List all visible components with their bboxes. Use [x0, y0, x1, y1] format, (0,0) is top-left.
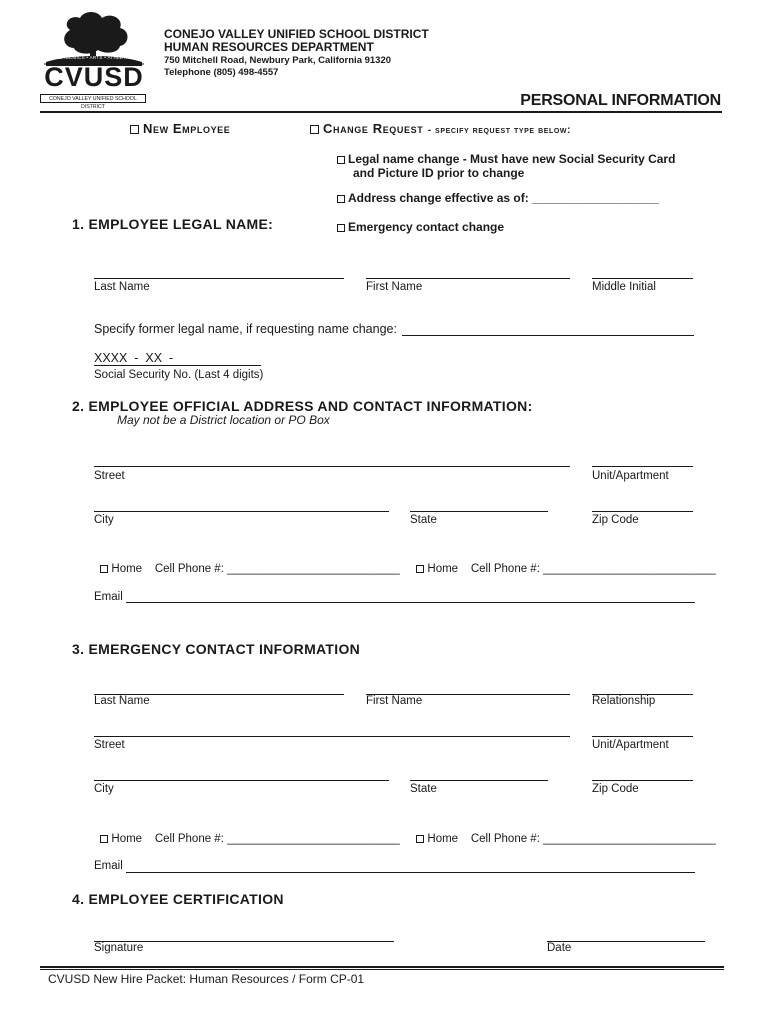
address-change-label: Address change effective as of: ___________________: [348, 191, 659, 205]
address-zip-field[interactable]: [592, 511, 693, 512]
ec-email-field[interactable]: [126, 872, 695, 873]
ec-last-name-label: Last Name: [94, 695, 150, 707]
section3-title: 3. EMERGENCY CONTACT INFORMATION: [72, 641, 361, 657]
address-state-field[interactable]: [410, 511, 548, 512]
emergency-change-label: Emergency contact change: [348, 220, 505, 234]
section2-note: May not be a District location or PO Box: [117, 413, 330, 427]
change-request-checkbox[interactable]: [310, 125, 319, 134]
form-title: PERSONAL INFORMATION: [520, 92, 721, 109]
address-unit-field[interactable]: [592, 466, 693, 467]
emergency-change-checkbox[interactable]: [337, 224, 345, 232]
middle-initial-label: Middle Initial: [592, 281, 656, 293]
home-checkbox[interactable]: [100, 565, 108, 573]
address-street-field[interactable]: [94, 466, 570, 467]
address-state-label: State: [410, 514, 437, 526]
section4-title: 4. EMPLOYEE CERTIFICATION: [72, 891, 284, 907]
former-name-label: Specify former legal name, if requesting name change:: [94, 322, 397, 336]
new-employee-option[interactable]: [130, 120, 230, 138]
legal-name-change-label: Legal name change - Must have new Social Security Card: [348, 152, 676, 166]
logo-text: CVUSD: [44, 62, 144, 92]
ec-phone1-label: Home Cell Phone #: ___________________________: [111, 833, 400, 845]
legal-name-change-option[interactable]: [337, 152, 675, 167]
home-checkbox[interactable]: [416, 565, 424, 573]
ec-email-label: Email: [94, 860, 123, 872]
first-name-field[interactable]: [366, 278, 570, 279]
ec-first-name-label: First Name: [366, 695, 423, 707]
district-address: 750 Mitchell Road, Newbury Park, California 91320: [164, 55, 392, 66]
middle-initial-field[interactable]: [592, 278, 693, 279]
ssn-label: Social Security No. (Last 4 digits): [94, 369, 264, 381]
address-change-checkbox[interactable]: [337, 195, 345, 203]
section1-title: 1. EMPLOYEE LEGAL NAME:: [72, 216, 274, 232]
ec-city-field[interactable]: [94, 780, 389, 781]
ec-city-label: City: [94, 783, 114, 795]
footer-rule-thin: [40, 969, 724, 970]
legal-name-change-label-2: and Picture ID prior to change: [353, 166, 525, 180]
address-city-field[interactable]: [94, 511, 389, 512]
ec-zip-field[interactable]: [592, 780, 693, 781]
emergency-change-option[interactable]: [337, 220, 504, 235]
last-name-field[interactable]: [94, 278, 344, 279]
ec-unit-label: Unit/Apartment: [592, 739, 669, 751]
ssn-mask: XXXX - XX -: [94, 351, 174, 365]
logo-bottom-text: CONEJO VALLEY UNIFIED SCHOOL DISTRICT: [49, 96, 137, 110]
ssn-field[interactable]: [94, 365, 261, 366]
department-name: HUMAN RESOURCES DEPARTMENT: [164, 40, 374, 54]
address-email-field[interactable]: [126, 602, 695, 603]
first-name-label: First Name: [366, 281, 423, 293]
ec-phone1[interactable]: [94, 821, 400, 845]
ec-relationship-label: Relationship: [592, 695, 656, 707]
ec-phone2-label: Home Cell Phone #: ___________________________: [427, 833, 716, 845]
section2-title: 2. EMPLOYEE OFFICIAL ADDRESS AND CONTACT INFORMATION:: [72, 398, 533, 414]
ec-unit-field[interactable]: [592, 736, 693, 737]
last-name-label: Last Name: [94, 281, 150, 293]
district-phone: Telephone (805) 498-4557: [164, 67, 279, 78]
ec-zip-label: Zip Code: [592, 783, 639, 795]
new-employee-checkbox[interactable]: [130, 125, 139, 134]
footer-rule: [40, 966, 724, 968]
ec-street-label: Street: [94, 739, 125, 751]
logo-ring-text: ACADEMICS • ARTS • ATHLETICS: [55, 55, 135, 60]
date-label: Date: [547, 942, 572, 954]
address-email-label: Email: [94, 591, 123, 603]
district-name: CONEJO VALLEY UNIFIED SCHOOL DISTRICT: [164, 27, 429, 41]
title-rule: [40, 111, 722, 113]
address-street-label: Street: [94, 470, 125, 482]
address-unit-label: Unit/Apartment: [592, 470, 669, 482]
legal-name-change-checkbox[interactable]: [337, 156, 345, 164]
new-employee-label: New Employee: [143, 121, 231, 136]
change-request-option[interactable]: [310, 120, 571, 138]
ec-state-field[interactable]: [410, 780, 548, 781]
address-zip-label: Zip Code: [592, 514, 639, 526]
ec-phone2[interactable]: [410, 821, 716, 845]
address-phone2-label: Home Cell Phone #: ___________________________: [427, 563, 716, 575]
signature-label: Signature: [94, 942, 144, 954]
address-phone1[interactable]: [94, 551, 400, 575]
ec-state-label: State: [410, 783, 437, 795]
ec-street-field[interactable]: [94, 736, 570, 737]
footer-text: CVUSD New Hire Packet: Human Resources / Form CP-01: [48, 972, 365, 986]
change-request-note: - specify request type below:: [427, 125, 572, 136]
address-change-option[interactable]: [337, 191, 659, 206]
address-phone2[interactable]: [410, 551, 716, 575]
former-name-field[interactable]: [402, 335, 694, 336]
change-request-label: Change Request: [323, 121, 424, 136]
address-phone1-label: Home Cell Phone #: ___________________________: [111, 563, 400, 575]
home-checkbox[interactable]: [416, 835, 424, 843]
address-city-label: City: [94, 514, 114, 526]
home-checkbox[interactable]: [100, 835, 108, 843]
